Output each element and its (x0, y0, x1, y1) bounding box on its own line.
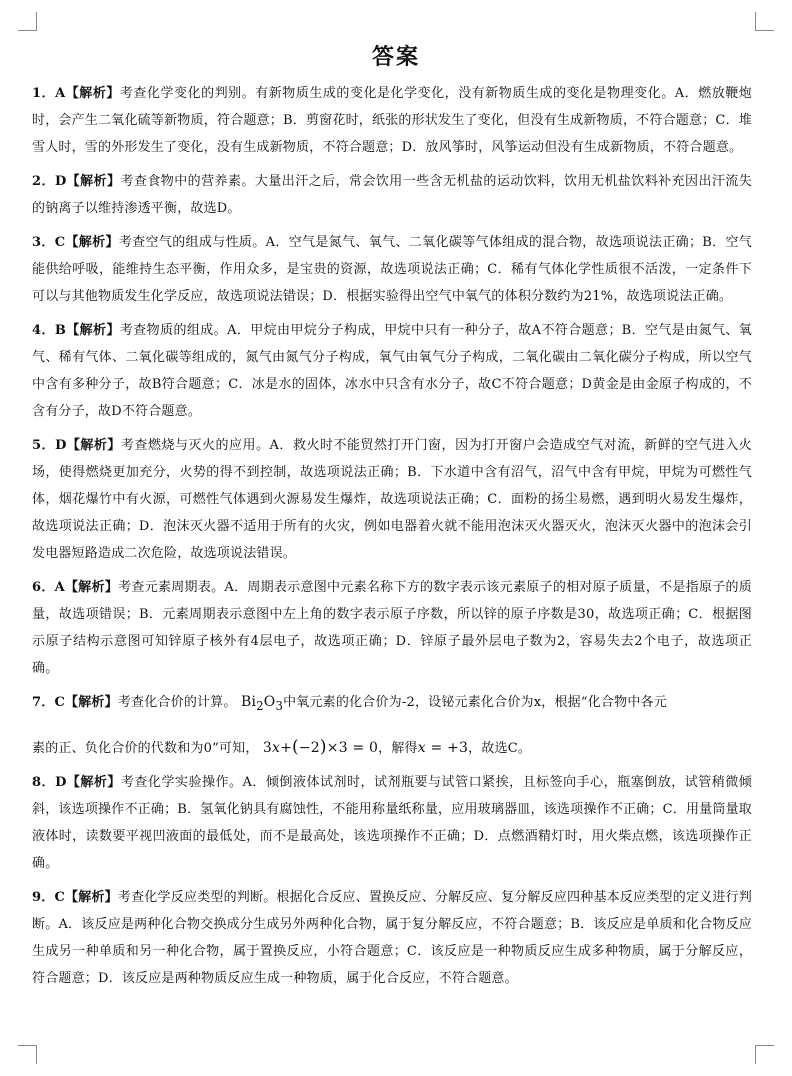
analysis-text: 考查化学反应类型的判断。根据化合反应、置换反应、分解反应、复分解反应四种基本反应类型的定义进行判断。A．该反应是两种化合物交换成分生成另外两种化合物，属于复分解反应，不符合题意；B．该反应是单质和化合物反应生成另一种单质和另一种化合物，属于置换反应，小符合题意；C．该反应是一种物质反应生成多种物质，属于分解反应，符合题意；D．该反应是两种物质反应生成一种物质，属于化合反应，不符合题意。 (32, 889, 752, 986)
answer-item-2: 2．D【解析】考查食物中的营养素。大量出汗之后，常会饮用一些含无机盐的运动饮料，饮用无机盐饮料补充因出汗流失的钠离子以维持渗透平衡，故选D。 (32, 174, 752, 216)
answer-item-5: 5．D【解析】考查燃烧与灭火的应用。A．救火时不能贸然打开门窗，因为打开窗户会造成空气对流，新鲜的空气进入火场，使得燃烧更加充分，火势的得不到控制，故选项说法正确；B．下水道中含有沼气，沼气中含有甲烷，甲烷为可燃性气体，烟花爆竹中有火源，可燃性气体遇到火源易发生爆炸，故选项说法正确；C．面粉的扬尘易燃，遇到明火易发生爆炸，故选项说法正确；D．泡沫灭火器不适用于所有的火灾，例如电器着火就不能用泡沫灭火器灭火，泡沫灭火器中的泡沫会引发电器短路造成二次危险，故选项说法错误。 (32, 438, 752, 561)
analysis-text: 考查燃烧与灭火的应用。A．救火时不能贸然打开门窗，因为打开窗户会造成空气对流，新鲜的空气进入火场，使得燃烧更加充分，火势的得不到控制，故选项说法正确；B．下水道中含有沼气，沼气中含有甲烷，甲烷为可燃性气体，烟花爆竹中有火源，可燃性气体遇到火源易发生爆炸，故选项说法正确；C．面粉的扬尘易燃，遇到明火易发生爆炸，故选项说法正确；D．泡沫灭火器不适用于所有的火灾，例如电器着火就不能用泡沫灭火器灭火，泡沫灭火器中的泡沫会引发电器短路造成二次危险，故选项说法错误。 (32, 438, 752, 561)
analysis-tag: 【解析】 (65, 695, 118, 710)
answer-choice: C (54, 889, 66, 905)
analysis-text: ，故选C。 (468, 740, 532, 756)
answer-number: 9 (32, 889, 42, 905)
analysis-text: 考查元素周期表。A．周期表示意图中元素名称下方的数字表示该元素原子的相对原子质量，不是指原子的质量，故选项错误；B．元素周期表示意图中左上角的数字表示原子序数，所以锌的原子序数是30，故选项正确；C．根据图示原子结构示意图可知锌原子核外有4层电子，故选项正确；D．锌原子最外层电子数为2，容易失去2个电子，故选项正确。 (32, 580, 752, 676)
analysis-text: 中氧元素的化合价为-2，设铋元素化合价为x，根据“化合物中各元 (283, 695, 667, 710)
answer-number: 8 (32, 774, 42, 790)
analysis-text: 考查化学变化的判别。有新物质生成的变化是化学变化，没有新物质生成的变化是物理变化。A．燃放鞭炮时，会产生二氧化硫等新物质，符合题意；B．剪窗花时，纸张的形状发生了变化，但没有生成新物质，不符合题意；C．堆雪人时，雪的外形发生了变化，没有生成新物质，不符合题意；D．放风筝时，风筝运动但没有生成新物质，不符合题意。 (32, 86, 752, 155)
analysis-tag: 【解析】 (65, 86, 120, 101)
analysis-text: 考查化学实验操作。A．倾倒液体试剂时，试剂瓶要与试管口紧挨，且标签向手心，瓶塞倒放，试管稍微倾斜，该选项操作不正确；B．氢氧化钠具有腐蚀性，不能用称量纸称量，应用玻璃器皿，该选项操作不正确；C．用量筒量取液体时，读数要平视凹液面的最低处，而不是最高处，该选项操作不正确；D．点燃酒精灯时，用火柴点燃，该选项操作正确。 (32, 774, 752, 871)
page-title: 答案 (371, 45, 420, 70)
answer-item-4: 4．B【解析】考查物质的组成。A．甲烷由甲烷分子构成，甲烷中只有一种分子，故A不符合题意；B．空气是由氮气、氧气、稀有气体、二氧化碳等组成的，氮气由氮气分子构成，氧气由氧气分子构成，二氧化碳由二氧化碳分子构成，所以空气中含有多种分子，故B符合题意；C．冰是水的固体，冰水中只含有水分子，故C不符合题意；D黄金是由金原子构成的，不含有分子，故D不符合题意。 (32, 323, 752, 419)
answer-choice: C (54, 235, 66, 250)
answer-number: 2 (32, 174, 42, 189)
analysis-text: 考查化合价的计算。 (117, 695, 237, 710)
answer-choice: D (55, 438, 67, 453)
answer-number: 1 (32, 86, 42, 101)
analysis-tag: 【解析】 (65, 235, 119, 250)
analysis-text: 考查食物中的营养素。大量出汗之后，常会饮用一些含无机盐的运动饮料，饮用无机盐饮料补充因出汗流失的钠离子以维持渗透平衡，故选D。 (32, 174, 752, 216)
answer-choice: A (54, 580, 65, 595)
corner-mark-bottom-left (18, 1045, 37, 1064)
answer-choice: A (55, 86, 66, 101)
answer-list (32, 80, 752, 999)
answer-item-3: 3．C【解析】考查空气的组成与性质。A．空气是氮气、氧气、二氧化碳等气体组成的混合物，故选项说法正确；B．空气能供给呼吸，能维持生态平衡，作用众多，是宝贵的资源，故选项说法正确；C．稀有气体化学性质很不活泼，一定条件下可以与其他物质发生化学反应，故选项说法错误；D．根据实验得出空气中氧气的体积分数约为21%，故选项说法正确。 (32, 235, 753, 304)
answer-item-1: 1．A【解析】考查化学变化的判别。有新物质生成的变化是化学变化，没有新物质生成的变化是物理变化。A．燃放鞭炮时，会产生二氧化硫等新物质，符合题意；B．剪窗花时，纸张的形状发生了变化，但没有生成新物质，不符合题意；C．堆雪人时，雪的外形发生了变化，没有生成新物质，不符合题意；D．放风筝时，风筝运动但没有生成新物质，不符合题意。 (32, 86, 752, 155)
answer-item-7: 7．C【解析】考查化合价的计算。 $Bi_2O_3$中氧元素的化合价为-2，设铋元素化合价为x，根据“化合物中各元 素的正、负化合价的代数和为0”可知， 3x+(−2)×3 = 0，解得x = +3，故选C。 (32, 694, 667, 757)
answer-item-9: 9．C【解析】考查化学反应类型的判断。根据化合反应、置换反应、分解反应、复分解反应四种基本反应类型的定义进行判断。A．该反应是两种化合物交换成分生成另外两种化合物，属于复分解反应，不符合题意；B．该反应是单质和化合物反应生成另一种单质和另一种化合物，属于置换反应，小符合题意；C．该反应是一种物质反应生成多种物质，属于分解反应，符合题意；D．该反应是两种物质反应生成一种物质，属于化合反应，不符合题意。 (32, 889, 752, 986)
answer-number: 7 (32, 695, 42, 710)
answer-choice: B (54, 323, 67, 338)
answer-item-6: 6．A【解析】考查元素周期表。A．周期表示意图中元素名称下方的数字表示该元素原子的相对原子质量，不是指原子的质量，故选项错误；B．元素周期表示意图中左上角的数字表示原子序数，所以锌的原子序数是30，故选项正确；C．根据图示原子结构示意图可知锌原子核外有4层电子，故选项正确；D．锌原子最外层电子数为2，容易失去2个电子，故选项正确。 (32, 580, 752, 676)
analysis-tag: 【解析】 (64, 580, 119, 595)
analysis-text: 考查空气的组成与性质。A．空气是氮气、氧气、二氧化碳等气体组成的混合物，故选项说法正确；B．空气能供给呼吸，能维持生态平衡，作用众多，是宝贵的资源，故选项说法正确；C．稀有气体化学性质很不活泼，一定条件下可以与其他物质发生化学反应，故选项说法错误；D．根据实验得出空气中氧气的体积分数约为21%，故选项说法正确。 (32, 235, 753, 304)
answer-number: 4 (32, 323, 42, 338)
answer-number: 5 (32, 438, 42, 453)
equation: 3x+(−2)×3 = 0 (262, 736, 379, 757)
answer-choice: D (55, 774, 67, 790)
analysis-tag: 【解析】 (65, 889, 118, 905)
corner-mark-top-left (18, 12, 37, 31)
analysis-tag: 【解析】 (66, 438, 121, 453)
answer-number: 3 (32, 235, 42, 250)
analysis-tag: 【解析】 (66, 174, 121, 189)
analysis-tag: 【解析】 (66, 774, 121, 790)
answer-choice: C (54, 695, 65, 710)
answer-choice: D (54, 174, 67, 189)
corner-mark-bottom-right (755, 1045, 774, 1064)
corner-mark-top-right (755, 12, 774, 31)
analysis-tag: 【解析】 (66, 323, 120, 338)
analysis-text: ，解得 (378, 740, 418, 756)
analysis-text: 素的正、负化合价的代数和为0”可知， (32, 740, 259, 756)
chemical-formula: $Bi_2O_3$ (240, 694, 284, 713)
answer-item-8: 8．D【解析】考查化学实验操作。A．倾倒液体试剂时，试剂瓶要与试管口紧挨，且标签向手心，瓶塞倒放，试管稍微倾斜，该选项操作不正确；B．氢氧化钠具有腐蚀性，不能用称量纸称量，应用玻璃器皿，该选项操作不正确；C．用量筒量取液体时，读数要平视凹液面的最低处，而不是最高处，该选项操作不正确；D．点燃酒精灯时，用火柴点燃，该选项操作正确。 (32, 774, 752, 871)
answer-number: 6 (32, 580, 42, 595)
solution: x = +3 (417, 739, 469, 756)
analysis-text: 考查物质的组成。A．甲烷由甲烷分子构成，甲烷中只有一种分子，故A不符合题意；B．空气是由氮气、氧气、稀有气体、二氧化碳等组成的，氮气由氮气分子构成，氧气由氧气分子构成，二氧化碳由二氧化碳分子构成，所以空气中含有多种分子，故B符合题意；C．冰是水的固体，冰水中只含有水分子，故C不符合题意；D黄金是由金原子构成的，不含有分子，故D不符合题意。 (32, 323, 752, 419)
